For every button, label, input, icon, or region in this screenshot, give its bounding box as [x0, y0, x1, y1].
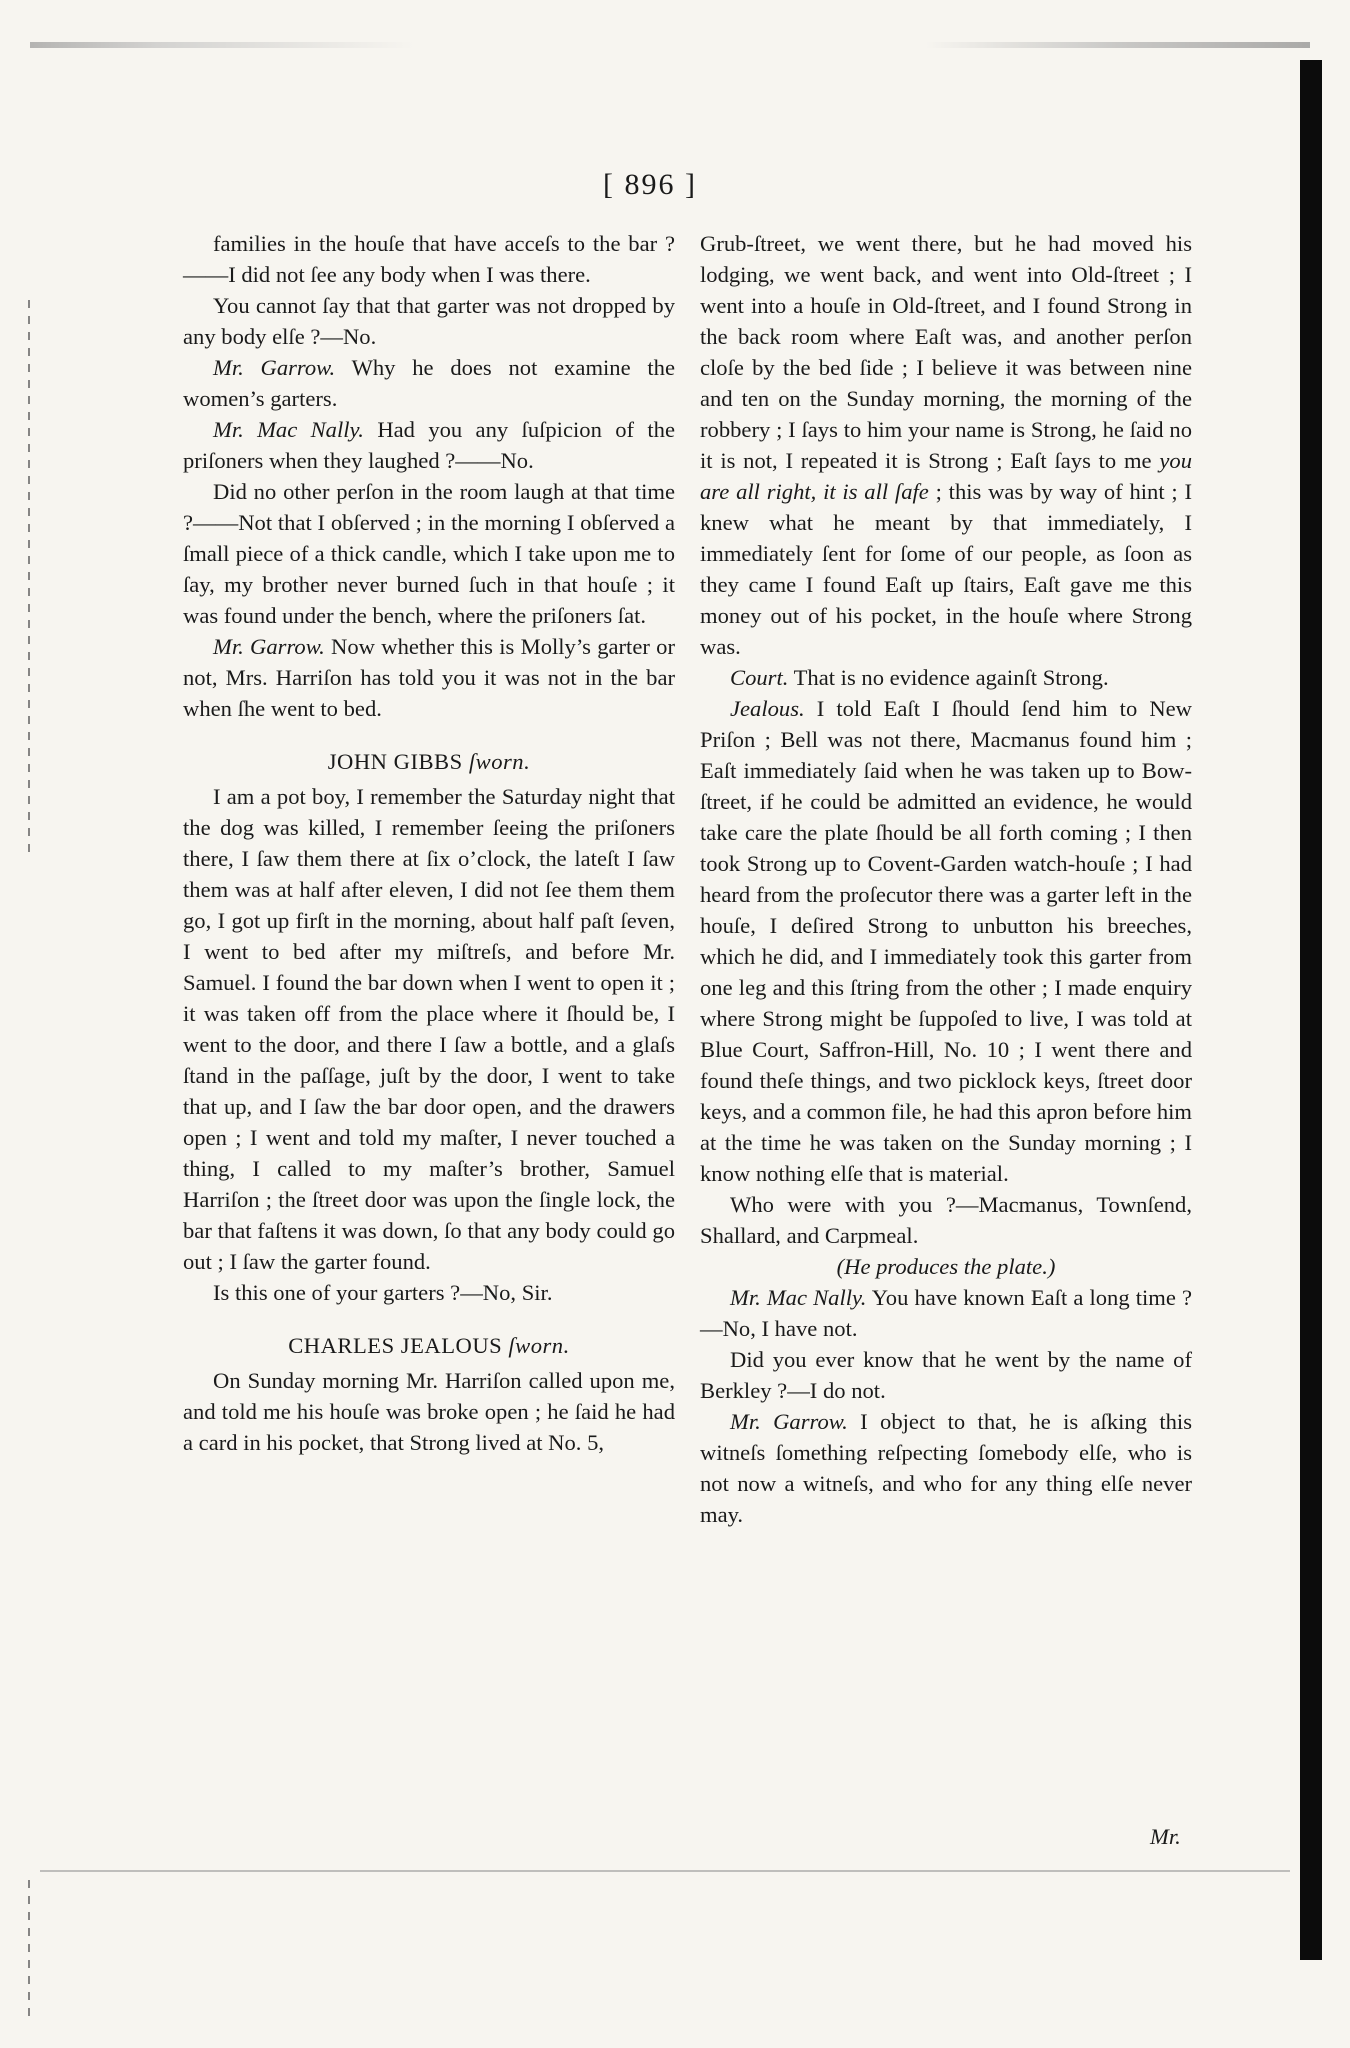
paragraph-text: I told Eaſt I ſhould ſend him to New Priſon ; Bell was not there, Macmanus found him ; Eaſt immediately ſaid when he was taken up to Bow-ſtreet, if he could be admitted an evidence, he would take care the plate ſhould be all forth coming ; I then took Strong up to Covent-Garden watch-houſe ; I had heard from the proſecutor there was a garter left in the houſe, I deſired Strong to unbutton his breeches, which he did, and I immediately took this garter from one leg and this ſtring from the other ; I made enquiry where Strong might be ſuppoſed to live, I was told at Blue Court, Saffron-Hill, No. 10 ; I went there and found theſe things, and two picklock keys, ſtreet door keys, and a common file, he had this apron before him at the time he was taken on the Sunday morning ; I know nothing elſe that is material.	[700, 696, 1192, 1186]
paragraph-text: That is no evidence againſt Strong.	[788, 665, 1109, 690]
paragraph-text: Who were with you ?—Macmanus, Townſend, Shallard, and Carpmeal.	[700, 1192, 1192, 1248]
paragraph	[183, 631, 675, 724]
paragraph	[183, 781, 675, 1277]
paragraph	[700, 1406, 1192, 1530]
scan-binding-shadow	[1300, 60, 1322, 1960]
witness-name: JOHN GIBBS	[327, 749, 463, 774]
paragraph	[183, 290, 675, 352]
paragraph-text: Did no other perſon in the room laugh at that time ?——Not that I obſerved ; in the morning I obſerved a ſmall piece of a thick candle, which I take upon me to ſay, my brother never burned ſuch in that houſe ; it was found under the bench, where the priſoners ſat.	[183, 479, 675, 628]
paragraph-text: Now whether this is Molly’s garter or not, Mrs. Harriſon has told you it was not in the bar when ſhe went to bed.	[183, 634, 675, 721]
paragraph	[183, 228, 675, 290]
witness-name: CHARLES JEALOUS	[288, 1333, 503, 1358]
paragraph-text: I am a pot boy, I remember the Saturday night that the dog was killed, I remember ſeeing the priſoners there, I ſaw them there at ſix o’clock, the lateſt I ſaw them was at half after eleven, I did not ſee them them go, I got up firſt in the morning, about half paſt ſeven, I went to bed after my miſtreſs, and before Mr. Samuel. I found the bar down when I went to open it ; it was taken off from the place where it ſhould be, I went to the door, and there I ſaw a bottle, and a glaſs ſtand in the paſſage, juſt by the door, I went to take that up, and I ſaw the bar door open, and the drawers open ; I went and told my maſter, I never touched a thing, I called to my maſter’s brother, Samuel Harriſon ; the ſtreet door was upon the ſingle lock, the bar that faſtens it was down, ſo that any body could go out ; I ſaw the garter found.	[183, 784, 675, 1274]
speaker-name: Jealous.	[730, 696, 805, 721]
paragraph	[700, 693, 1192, 1189]
paragraph	[183, 476, 675, 631]
paragraph-text: You cannot ſay that that garter was not dropped by any body elſe ?—No.	[183, 293, 675, 349]
paragraph-text: Did you ever know that he went by the name of Berkley ?—I do not.	[700, 1347, 1192, 1403]
speaker-name: Mr. Mac Nally.	[730, 1285, 867, 1310]
witness-heading	[183, 1330, 675, 1361]
paragraph-text: On Sunday morning Mr. Harriſon called upon me, and told me his houſe was broke open ; he ſaid he had a card in his pocket, that Strong lived at No. 5,	[183, 1368, 675, 1455]
paragraph	[183, 352, 675, 414]
paragraph	[183, 1277, 675, 1308]
paragraph	[700, 1282, 1192, 1344]
paragraph-text: ; this was by way of hint ; I knew what he meant by that immediately, I immediately ſent for ſome of our people, as ſoon as they came I found Eaſt up ſtairs, Eaſt gave me this money out of his pocket, in the houſe where Strong was.	[700, 479, 1193, 659]
paragraph-text: Had you any ſuſpicion of the priſoners when they laughed ?——No.	[183, 417, 675, 473]
paragraph-text: Is this one of your garters ?—No, Sir.	[213, 1280, 553, 1305]
stage-direction: (He produces the plate.)	[836, 1254, 1056, 1279]
speaker-name: Mr. Mac Nally.	[213, 417, 364, 442]
scan-edge	[40, 1870, 1290, 1872]
paragraph-text: Grub-ſtreet, we went there, but he had moved his lodging, we went back, and went into Old-ſtreet ; I went into a houſe in Old-ſtreet, and I found Strong in the back room where Eaſt was, and another perſon cloſe by the bed ſide ; I believe it was between nine and ten on the Sunday morning, the morning of the robbery ; I ſays to him your name is Strong, he ſaid no it is not, I repeated it is Strong ; Eaſt ſays to me	[700, 231, 1192, 473]
scan-edge	[30, 42, 1310, 48]
witness-heading	[183, 746, 675, 777]
paragraph	[183, 414, 675, 476]
sworn-label: ſworn.	[468, 749, 531, 774]
speaker-name: Mr. Garrow.	[213, 355, 336, 380]
paragraph-text: I object to that, he is aſking this witneſs ſomething reſpecting ſomebody elſe, who is not now a witneſs, and who for any thing elſe never may.	[700, 1409, 1192, 1527]
catchword: Mr.	[1150, 1824, 1181, 1849]
speaker-name: Mr. Garrow.	[213, 634, 325, 659]
paragraph-text: families in the houſe that have acceſs to the bar ?——I did not ſee any body when I was there.	[183, 231, 675, 287]
right-column	[700, 228, 1192, 1530]
speaker-name: Court.	[730, 665, 789, 690]
paragraph	[700, 228, 1192, 662]
paragraph	[700, 1344, 1192, 1406]
paragraph-text: Why he does not examine the women’s garters.	[183, 355, 675, 411]
margin-rule	[28, 300, 30, 860]
speaker-name: Mr. Garrow.	[730, 1409, 848, 1434]
margin-rule	[28, 1880, 30, 2020]
page-number: [ 896 ]	[603, 168, 697, 201]
paragraph	[183, 1365, 675, 1458]
paragraph	[700, 1189, 1192, 1251]
left-column	[183, 228, 675, 1458]
sworn-label: ſworn.	[508, 1333, 570, 1358]
paragraph-text: You have known Eaſt a long time ?—No, I have not.	[700, 1285, 1192, 1341]
quoted-speech: you are all right, it is all ſafe	[700, 448, 1192, 504]
paragraph	[700, 662, 1192, 693]
